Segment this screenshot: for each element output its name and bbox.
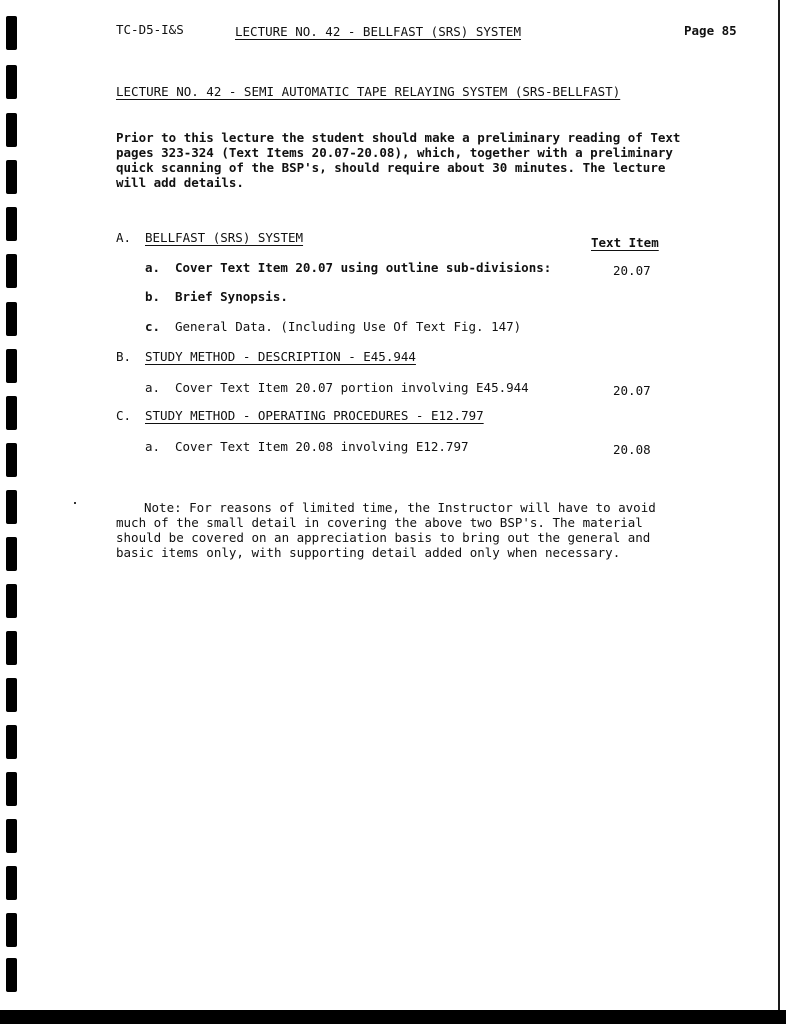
binder-hole	[6, 302, 17, 336]
binder-hole	[6, 819, 17, 853]
section-a-title: BELLFAST (SRS) SYSTEM	[145, 230, 304, 245]
item-ref: 20.07	[613, 383, 651, 398]
note-paragraph	[116, 500, 656, 560]
binder-hole	[6, 396, 17, 430]
item-text: General Data. (Including Use Of Text Fig. 147)	[175, 319, 522, 334]
binder-hole	[6, 349, 17, 383]
note-line: should be covered on an appreciation basis to bring out the general and	[116, 530, 651, 545]
text-item-heading: Text Item	[591, 235, 659, 250]
intro-paragraph	[116, 130, 680, 190]
section-a-letter: A.	[116, 230, 132, 245]
binder-hole	[6, 16, 17, 50]
binder-hole	[6, 725, 17, 759]
binder-hole	[6, 160, 17, 194]
binder-hole	[6, 207, 17, 241]
item-text: Cover Text Item 20.08 involving E12.797	[175, 439, 469, 454]
binder-hole	[6, 866, 17, 900]
item-ref: 20.08	[613, 442, 651, 457]
scan-bottom-border	[0, 1010, 786, 1024]
binder-hole	[6, 584, 17, 618]
note-line: Note: For reasons of limited time, the Instructor will have to avoid	[144, 500, 656, 515]
item-letter: a.	[145, 380, 161, 395]
section-b-title: STUDY METHOD - DESCRIPTION - E45.944	[145, 349, 416, 364]
binder-hole	[6, 113, 17, 147]
note-line: much of the small detail in covering the above two BSP's. The material	[116, 515, 643, 530]
section-c-letter: C.	[116, 408, 132, 423]
binder-hole	[6, 958, 17, 992]
binder-hole	[6, 443, 17, 477]
binder-hole	[6, 631, 17, 665]
page-number: Page 85	[684, 23, 737, 38]
note-line: basic items only, with supporting detail added only when necessary.	[116, 545, 621, 560]
intro-line: will add details.	[116, 175, 244, 190]
binder-hole	[6, 254, 17, 288]
item-letter: a.	[145, 260, 161, 275]
item-letter: c.	[145, 319, 161, 334]
binder-hole	[6, 490, 17, 524]
section-c-title: STUDY METHOD - OPERATING PROCEDURES - E12.797	[145, 408, 484, 423]
item-letter: a.	[145, 439, 161, 454]
binder-hole	[6, 678, 17, 712]
binder-hole	[6, 913, 17, 947]
item-text: Cover Text Item 20.07 using outline sub-divisions:	[175, 260, 552, 275]
intro-line: Prior to this lecture the student should make a preliminary reading of Text	[116, 130, 681, 145]
binder-hole	[6, 772, 17, 806]
item-text: Brief Synopsis.	[175, 289, 288, 304]
lecture-title: LECTURE NO. 42 - SEMI AUTOMATIC TAPE RELAYING SYSTEM (SRS-BELLFAST)	[116, 84, 621, 99]
binder-hole	[6, 537, 17, 571]
header-title: LECTURE NO. 42 - BELLFAST (SRS) SYSTEM	[235, 24, 521, 39]
intro-line: pages 323-324 (Text Items 20.07-20.08), which, together with a preliminary	[116, 145, 673, 160]
scan-speck	[74, 502, 76, 504]
binder-hole-strip	[6, 0, 20, 1000]
item-ref: 20.07	[613, 263, 651, 278]
section-b-letter: B.	[116, 349, 132, 364]
doc-code: TC-D5-I&S	[116, 22, 184, 37]
intro-line: quick scanning of the BSP's, should require about 30 minutes. The lecture	[116, 160, 666, 175]
item-letter: b.	[145, 289, 161, 304]
binder-hole	[6, 65, 17, 99]
page-edge	[778, 0, 780, 1010]
item-text: Cover Text Item 20.07 portion involving E45.944	[175, 380, 529, 395]
